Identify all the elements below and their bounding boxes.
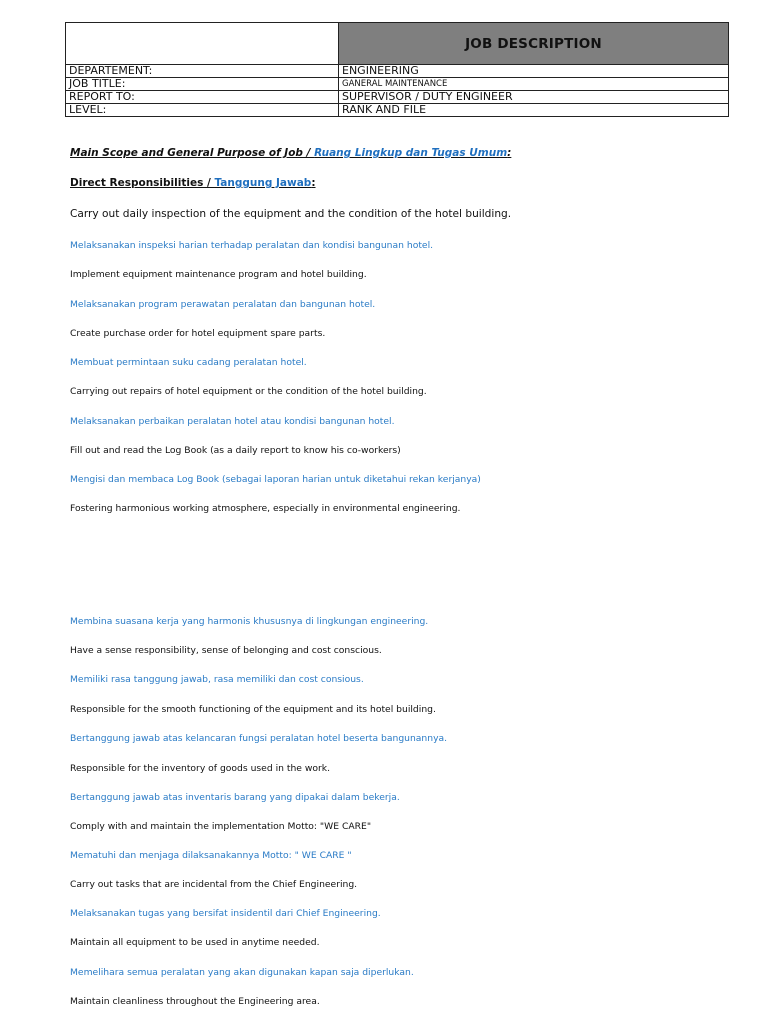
- responsibility-line-en: Responsible for the smooth functioning of the equipment and its hotel building.: [70, 704, 436, 715]
- responsibility-line-id: Membina suasana kerja yang harmonis khususnya di lingkungan engineering.: [70, 616, 429, 627]
- responsibility-line-en: Comply with and maintain the implementation Motto: "WE CARE": [70, 821, 372, 832]
- responsibility-line-en: Fill out and read the Log Book (as a daily report to know his co-workers): [70, 445, 401, 456]
- job-title-label: JOB TITLE:: [66, 78, 339, 91]
- header-row-department: [66, 65, 729, 78]
- header-row-report-to: [66, 91, 729, 104]
- responsibility-line-en: Create purchase order for hotel equipment spare parts.: [70, 328, 326, 339]
- responsibility-line-id: Membuat permintaan suku cadang peralatan hotel.: [70, 357, 307, 368]
- responsibility-line-en: Fostering harmonious working atmosphere, especially in environmental engineering.: [70, 503, 461, 514]
- responsibility-line-en: Carry out daily inspection of the equipment and the condition of the hotel building.: [70, 208, 512, 220]
- responsibility-line-id: Memelihara semua peralatan yang akan digunakan kapan saja diperlukan.: [70, 967, 414, 978]
- responsibility-line-en: Maintain all equipment to be used in anytime needed.: [70, 937, 320, 948]
- responsibility-line-id: Mematuhi dan menjaga dilaksanakannya Motto: " WE CARE ": [70, 850, 352, 861]
- responsibility-line-en: Carrying out repairs of hotel equipment or the condition of the hotel building.: [70, 386, 427, 397]
- main-scope-heading-suffix: :: [507, 147, 512, 159]
- header-title-row: [66, 23, 729, 65]
- main-scope-heading: [70, 147, 511, 159]
- main-scope-heading-id: Ruang Lingkup dan Tugas Umum: [314, 147, 508, 159]
- job-header-table: [65, 22, 729, 117]
- responsibility-line-en: Carry out tasks that are incidental from the Chief Engineering.: [70, 879, 358, 890]
- department-value: ENGINEERING: [339, 65, 729, 78]
- responsibility-line-id: Bertanggung jawab atas kelancaran fungsi peralatan hotel beserta bangunannya.: [70, 733, 448, 744]
- level-label: LEVEL:: [66, 104, 339, 117]
- responsibility-line-id: Melaksanakan inspeksi harian terhadap peralatan dan kondisi bangunan hotel.: [70, 240, 434, 251]
- responsibility-line-en: Implement equipment maintenance program and hotel building.: [70, 269, 367, 280]
- responsibility-line-id: Mengisi dan membaca Log Book (sebagai laporan harian untuk diketahui rekan kerjanya): [70, 474, 481, 485]
- responsibility-line-en: Have a sense responsibility, sense of belonging and cost conscious.: [70, 645, 382, 656]
- direct-responsibilities-heading-id: Tanggung Jawab: [214, 177, 312, 189]
- main-scope-heading-en: Main Scope and General Purpose of Job /: [70, 147, 315, 159]
- direct-responsibilities-heading: [70, 177, 316, 189]
- direct-responsibilities-heading-en: Direct Responsibilities /: [70, 177, 215, 189]
- report-to-label: REPORT TO:: [66, 91, 339, 104]
- responsibility-line-en: Responsible for the inventory of goods used in the work.: [70, 763, 331, 774]
- responsibility-line-en: Maintain cleanliness throughout the Engineering area.: [70, 996, 320, 1007]
- direct-responsibilities-heading-suffix: :: [311, 177, 316, 189]
- responsibility-line-id: Melaksanakan perbaikan peralatan hotel atau kondisi bangunan hotel.: [70, 416, 395, 427]
- department-label: DEPARTEMENT:: [66, 65, 339, 78]
- responsibility-line-id: Memiliki rasa tanggung jawab, rasa memiliki dan cost consious.: [70, 674, 364, 685]
- responsibility-line-id: Melaksanakan program perawatan peralatan dan bangunan hotel.: [70, 299, 376, 310]
- report-to-value: SUPERVISOR / DUTY ENGINEER: [339, 91, 729, 104]
- header-row-job-title: [66, 78, 729, 91]
- responsibility-line-id: Bertanggung jawab atas inventaris barang yang dipakai dalam bekerja.: [70, 792, 400, 803]
- page-title: JOB DESCRIPTION: [339, 23, 729, 65]
- header-row-level: [66, 104, 729, 117]
- level-value: RANK AND FILE: [339, 104, 729, 117]
- job-title-value: GANERAL MAINTENANCE: [339, 78, 729, 91]
- responsibility-line-id: Melaksanakan tugas yang bersifat insidentil dari Chief Engineering.: [70, 908, 381, 919]
- header-blank-cell: [66, 23, 339, 65]
